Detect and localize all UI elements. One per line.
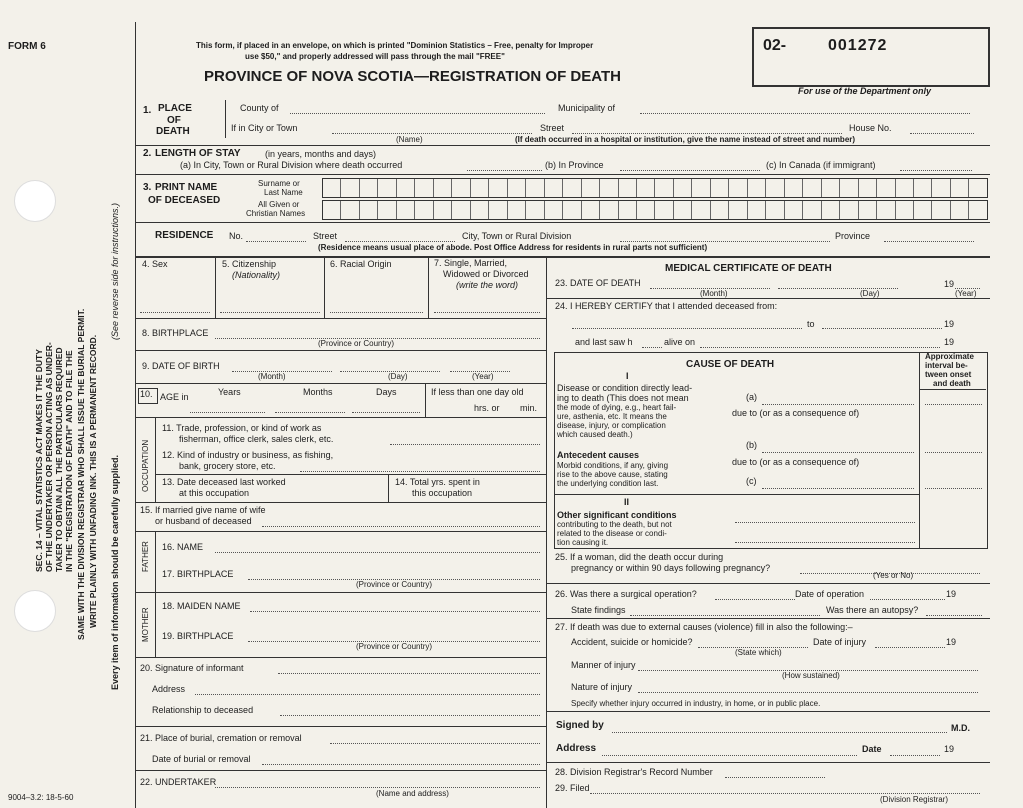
house-no-field[interactable] xyxy=(910,133,974,134)
q28-label: 28. Division Registrar's Record Number xyxy=(555,767,713,777)
interval-label-2: interval be- xyxy=(925,361,968,370)
residence-no-field[interactable] xyxy=(246,241,306,242)
residence-no-label: No. xyxy=(229,231,244,241)
interval-label-4: and death xyxy=(933,379,971,388)
row-rule-9 xyxy=(135,726,546,727)
father-birthplace-label: 17. BIRTHPLACE xyxy=(162,569,234,579)
spouse-field[interactable] xyxy=(262,526,540,527)
s2-subtitle: (in years, months and days) xyxy=(265,149,377,159)
burial-date-label: Date of burial or removal xyxy=(152,754,251,764)
page-title: PROVINCE OF NOVA SCOTIA—REGISTRATION OF DEATH xyxy=(204,68,621,85)
cause-part2-rule xyxy=(554,494,919,495)
registration-number-box xyxy=(752,27,990,87)
father-label: FATHER xyxy=(141,541,150,572)
department-use-note: For use of the Department only xyxy=(798,86,932,96)
s2-canada-stay: (c) In Canada (if immigrant) xyxy=(766,160,876,170)
punch-hole-top xyxy=(14,180,56,222)
how-sustained-caption: (How sustained) xyxy=(782,671,840,680)
s1-bottom-rule xyxy=(135,145,990,146)
signed-by-label: Signed by xyxy=(556,720,604,731)
other-conditions-field-2[interactable] xyxy=(735,542,915,543)
dod-day-caption: (Day) xyxy=(860,289,880,298)
attended-to-label: to xyxy=(807,319,815,329)
s3-number: 3. xyxy=(143,182,152,193)
s2-number: 2. xyxy=(143,148,152,159)
dob-month-caption: (Month) xyxy=(258,372,286,381)
house-no-label: House No. xyxy=(849,123,892,133)
s3-title-line2: OF DECEASED xyxy=(148,195,221,206)
row-rule-2 xyxy=(135,350,546,351)
side-instructions-line4: IN THE "REGISTRATION OF DEATH" AND TO FILE THE xyxy=(64,350,74,572)
due-to-label-a: due to (or as a consequence of) xyxy=(732,408,860,418)
hrs-label: hrs. or xyxy=(474,403,500,413)
occ13-line1: 13. Date deceased last worked xyxy=(162,477,286,487)
nature-field[interactable] xyxy=(638,692,978,693)
citizenship-field[interactable] xyxy=(220,312,320,313)
doctor-address-label: Address xyxy=(556,743,597,754)
citizenship-label: 5. Citizenship xyxy=(222,259,277,269)
street-label: Street xyxy=(540,123,565,133)
father-name-label: 16. NAME xyxy=(162,542,204,552)
residence-province-field[interactable] xyxy=(884,241,974,242)
mother-maiden-field[interactable] xyxy=(250,611,540,612)
informant-field[interactable] xyxy=(278,673,540,674)
alive-year-prefix: 19 xyxy=(944,337,955,347)
division-registrar-caption: (Division Registrar) xyxy=(880,795,949,804)
municipality-label: Municipality of xyxy=(558,103,616,113)
date-of-birth-label: 9. DATE OF BIRTH xyxy=(142,361,220,371)
surname-label-2: Last Name xyxy=(264,188,303,197)
row-rule-5 xyxy=(135,502,546,503)
dod-year-prefix: 19 xyxy=(944,279,955,289)
autopsy-label: Was there an autopsy? xyxy=(826,605,919,615)
operation-year-prefix: 19 xyxy=(946,589,957,599)
dod-year-caption: (Year) xyxy=(955,289,977,298)
burial-place-label: 21. Place of burial, cremation or removal xyxy=(140,733,302,743)
marital-status-field[interactable] xyxy=(434,312,540,313)
q25-line2: pregnancy or within 90 days following pregnancy? xyxy=(571,563,771,573)
q25-yes-no-caption: (Yes or No) xyxy=(873,571,914,580)
relationship-field[interactable] xyxy=(280,715,540,716)
residence-street-field[interactable] xyxy=(345,241,455,242)
residence-city-field[interactable] xyxy=(620,241,830,242)
signature-field[interactable] xyxy=(612,732,947,733)
state-findings-field[interactable] xyxy=(630,615,820,616)
stay-province-field[interactable] xyxy=(620,170,760,171)
occ-inner-divider xyxy=(388,474,389,502)
operation-date-field[interactable] xyxy=(870,599,945,600)
injury-year-prefix: 19 xyxy=(946,637,957,647)
less-than-day-label: If less than one day old xyxy=(431,387,524,397)
occ12-line2: bank, grocery store, etc. xyxy=(179,461,276,471)
punch-hole-bottom xyxy=(14,590,56,632)
md-label: M.D. xyxy=(951,723,970,733)
side-instructions-line6: WRITE PLAINLY WITH UNFADING INK. THIS IS A PERMANENT RECORD. xyxy=(88,334,98,628)
occupation-label: OCCUPATION xyxy=(141,439,150,492)
county-label: County of xyxy=(240,103,279,113)
side-instructions-line8: (See reverse side for instructions.) xyxy=(110,202,120,340)
q25-line1: 25. If a woman, did the death occur during xyxy=(555,552,724,562)
state-which-caption: (State which) xyxy=(735,648,782,657)
roman-one: I xyxy=(626,371,629,381)
s2-city-stay: (a) In City, Town or Rural Division where death occurred xyxy=(180,160,403,170)
age-years-field[interactable] xyxy=(190,412,265,413)
disease-line3: the mode of dying, e.g., heart fail- xyxy=(557,403,677,412)
autopsy-field[interactable] xyxy=(926,615,982,616)
given-names-label-1: All Given or xyxy=(258,200,300,209)
city-town-field[interactable] xyxy=(332,133,532,134)
form-left-border xyxy=(135,22,136,808)
parent-divider xyxy=(155,531,156,657)
other-conditions-field-1[interactable] xyxy=(735,522,915,523)
medical-title: MEDICAL CERTIFICATE OF DEATH xyxy=(665,263,832,274)
residence-province-label: Province xyxy=(835,231,871,241)
occ11-line1: 11. Trade, profession, or kind of work as xyxy=(162,423,322,433)
left-divider-b xyxy=(324,256,325,318)
min-label: min. xyxy=(520,403,538,413)
injury-date-label: Date of injury xyxy=(813,637,867,647)
sex-label: 4. Sex xyxy=(142,259,168,269)
spouse-label-2: or husband of deceased xyxy=(155,516,252,526)
side-instructions-line7: Every item of information should be carefully supplied. xyxy=(110,454,120,690)
antecedent-line2: Morbid conditions, if any, giving xyxy=(557,461,669,470)
antecedent-line3: rise to the above cause, stating xyxy=(557,470,668,479)
row-rule-4 xyxy=(135,417,546,418)
s3-title-line1: PRINT NAME xyxy=(155,182,218,193)
age-label: AGE in xyxy=(160,392,189,402)
birthplace-label: 8. BIRTHPLACE xyxy=(142,328,209,338)
last-saw-field[interactable] xyxy=(642,347,662,348)
cause-a-field[interactable] xyxy=(762,404,914,405)
occupation-divider xyxy=(155,417,156,502)
surname-grid[interactable] xyxy=(322,178,988,198)
row-rule-6 xyxy=(135,531,546,532)
cause-a-label: (a) xyxy=(746,392,757,402)
other-conditions-line2: contributing to the death, but not xyxy=(557,520,672,529)
disease-line4: ure, asthenia, etc. It means the xyxy=(557,412,667,421)
envelope-note-line2: use $50," and properly addressed will pass through the mail "FREE" xyxy=(245,52,505,61)
name-caption: (Name) xyxy=(396,135,423,144)
dob-day-caption: (Day) xyxy=(388,372,408,381)
age-months-label: Months xyxy=(303,387,333,397)
birthplace-caption: (Province or Country) xyxy=(318,339,395,348)
stay-canada-field[interactable] xyxy=(900,170,972,171)
signature-date-field[interactable] xyxy=(890,755,940,756)
med-rule-3 xyxy=(546,618,990,619)
other-conditions-line3: related to the disease or condi- xyxy=(557,529,667,538)
med-rule-2 xyxy=(546,583,990,584)
med-rule-4 xyxy=(546,711,990,712)
injury-date-field[interactable] xyxy=(875,647,945,648)
s1-title-place: PLACE xyxy=(158,103,192,114)
accident-label: Accident, suicide or homicide? xyxy=(571,637,693,647)
q27-label: 27. If death was due to external causes (violence) fill in also the following:– xyxy=(555,622,853,632)
registration-prefix: 02- xyxy=(763,37,787,54)
antecedent-line1: Antecedent causes xyxy=(557,450,640,460)
last-saw-label: and last saw h xyxy=(575,337,633,347)
residence-city-label: City, Town or Rural Division xyxy=(462,231,572,241)
interval-c-field[interactable] xyxy=(925,488,982,489)
disease-line5: disease, injury, or complication xyxy=(557,421,666,430)
operation-date-label: Date of operation xyxy=(795,589,865,599)
occ11-line2: fisherman, office clerk, sales clerk, etc. xyxy=(179,434,334,444)
occ-rule xyxy=(155,474,546,475)
footer-code: 9004–3.2: 18-5-60 xyxy=(8,793,74,802)
other-conditions-line4: tion causing it. xyxy=(557,538,609,547)
side-instructions-line3: TAKER TO OBTAIN ALL THE PARTICULARS REQUIRED xyxy=(54,347,64,572)
side-instructions-line2: OF THE UNDERTAKER OR PERSON ACTING AS UNDER- xyxy=(44,342,54,572)
informant-label: 20. Signature of informant xyxy=(140,663,244,673)
left-divider-a xyxy=(215,256,216,318)
row-rule-3 xyxy=(135,383,546,384)
s2-bottom-rule xyxy=(135,174,990,175)
marital-label-3: (write the word) xyxy=(456,280,519,290)
occ13-line2: at this occupation xyxy=(179,488,250,498)
racial-origin-field[interactable] xyxy=(330,312,423,313)
dod-month-caption: (Month) xyxy=(700,289,728,298)
given-names-label-2: Christian Names xyxy=(246,209,306,218)
signature-date-label: Date xyxy=(862,744,882,754)
s1-divider xyxy=(225,100,226,138)
age-divider xyxy=(425,383,426,417)
informant-address-label: Address xyxy=(152,684,186,694)
cause-c-label: (c) xyxy=(746,476,757,486)
interval-b-field[interactable] xyxy=(925,452,982,453)
specify-note: Specify whether injury occurred in industry, in home, or in public place. xyxy=(571,699,821,708)
burial-date-field[interactable] xyxy=(262,764,540,765)
s3-bottom-rule xyxy=(135,222,990,223)
registration-number: 001272 xyxy=(828,37,888,54)
attended-from-field[interactable] xyxy=(572,328,802,329)
med-rule-1 xyxy=(546,298,990,299)
due-to-label-b: due to (or as a consequence of) xyxy=(732,457,860,467)
s2-title: LENGTH OF STAY xyxy=(155,148,241,159)
burial-place-field[interactable] xyxy=(330,743,540,744)
date-of-death-label: 23. DATE OF DEATH xyxy=(555,278,641,288)
citizenship-label-sub: (Nationality) xyxy=(232,270,281,280)
row-rule-10 xyxy=(135,770,546,771)
disease-line6: which caused death.) xyxy=(557,430,633,439)
stay-city-field[interactable] xyxy=(467,170,542,171)
cause-title: CAUSE OF DEATH xyxy=(686,359,775,370)
undertaker-field[interactable] xyxy=(215,787,540,788)
age-number: 10. xyxy=(140,389,153,399)
spouse-label-1: 15. If married give name of wife xyxy=(140,505,266,515)
attended-to-field[interactable] xyxy=(822,328,942,329)
antecedent-line4: the underlying condition last. xyxy=(557,479,659,488)
undertaker-caption: (Name and address) xyxy=(376,789,449,798)
other-conditions-line1: Other significant conditions xyxy=(557,510,677,520)
nature-label: Nature of injury xyxy=(571,682,633,692)
side-instructions-line1: SEC. 14 – VITAL STATISTICS ACT MAKES IT THE DUTY xyxy=(34,349,44,572)
sex-field[interactable] xyxy=(140,312,210,313)
father-name-field[interactable] xyxy=(215,552,540,553)
side-instructions-line5: SAME WITH THE DIVISION REGISTRAR WHO SHALL ISSUE THE BURIAL PERMIT. xyxy=(76,308,86,640)
interval-header-rule xyxy=(919,389,986,390)
occ12-line1: 12. Kind of industry or business, as fishing, xyxy=(162,450,334,460)
alive-on-label: alive on xyxy=(664,337,696,347)
residence-title: RESIDENCE xyxy=(155,230,214,241)
roman-two: II xyxy=(624,497,630,507)
dod-day-field[interactable] xyxy=(778,288,898,289)
row-rule-1 xyxy=(135,318,546,319)
interval-a-field[interactable] xyxy=(925,404,982,405)
interval-label-3: tween onset xyxy=(925,370,972,379)
filed-field[interactable] xyxy=(590,793,980,794)
mother-maiden-label: 18. MAIDEN NAME xyxy=(162,601,241,611)
surgical-operation-field[interactable] xyxy=(715,599,795,600)
record-number-field[interactable] xyxy=(725,777,825,778)
hospital-note: (If death occurred in a hospital or institution, give the name instead of street and number) xyxy=(515,135,856,144)
certify-label: 24. I HEREBY CERTIFY that I attended deceased from: xyxy=(555,301,778,311)
father-birthplace-caption: (Province or Country) xyxy=(356,580,433,589)
given-names-grid[interactable] xyxy=(322,200,988,220)
occ14-line1: 14. Total yrs. spent in xyxy=(395,477,480,487)
residence-street-label: Street xyxy=(313,231,338,241)
manner-label: Manner of injury xyxy=(571,660,636,670)
occupation-trade-field[interactable] xyxy=(390,444,540,445)
attended-year-prefix: 19 xyxy=(944,319,955,329)
mother-label: MOTHER xyxy=(141,607,150,642)
form-label: FORM 6 xyxy=(8,41,46,52)
relationship-label: Relationship to deceased xyxy=(152,705,254,715)
marital-label-2: Widowed or Divorced xyxy=(443,269,529,279)
state-findings-label: State findings xyxy=(571,605,626,615)
age-years-label: Years xyxy=(218,387,241,397)
municipality-field[interactable] xyxy=(640,113,970,114)
s2-province-stay: (b) In Province xyxy=(545,160,604,170)
cause-b-label: (b) xyxy=(746,440,757,450)
left-divider-c xyxy=(428,256,429,318)
industry-field[interactable] xyxy=(300,471,540,472)
undertaker-label: 22. UNDERTAKER xyxy=(140,777,217,787)
residence-note: (Residence means usual place of abode. Post Office Address for residents in rural parts not sufficient) xyxy=(318,243,708,252)
cause-c-field[interactable] xyxy=(762,488,914,489)
county-field[interactable] xyxy=(290,113,545,114)
age-months-field[interactable] xyxy=(275,412,345,413)
dob-year-caption: (Year) xyxy=(472,372,494,381)
interval-divider xyxy=(919,352,920,548)
occ14-line2: this occupation xyxy=(412,488,473,498)
surname-label-1: Surname or xyxy=(258,179,300,188)
marital-label-1: 7. Single, Married, xyxy=(434,258,508,268)
mother-birthplace-caption: (Province or Country) xyxy=(356,642,433,651)
q26-label: 26. Was there a surgical operation? xyxy=(555,589,697,599)
med-rule-5 xyxy=(546,762,990,763)
main-column-divider xyxy=(546,256,547,808)
s1-number: 1. xyxy=(143,105,152,116)
cause-b-field[interactable] xyxy=(762,452,914,453)
informant-address-field[interactable] xyxy=(195,694,540,695)
s1-title-death: DEATH xyxy=(156,126,190,137)
street-field[interactable] xyxy=(572,133,842,134)
mother-birthplace-label: 19. BIRTHPLACE xyxy=(162,631,234,641)
disease-line1: Disease or condition directly lead- xyxy=(557,383,693,393)
residence-bottom-rule xyxy=(135,256,990,258)
city-town-label: If in City or Town xyxy=(231,123,298,133)
age-days-label: Days xyxy=(376,387,397,397)
row-rule-7 xyxy=(135,592,546,593)
disease-line2: ing to death (This does not mean xyxy=(557,393,689,403)
alive-on-field[interactable] xyxy=(700,347,940,348)
racial-origin-label: 6. Racial Origin xyxy=(330,259,392,269)
age-days-field[interactable] xyxy=(352,412,420,413)
signature-year-prefix: 19 xyxy=(944,744,955,754)
interval-label-1: Approximate xyxy=(925,352,974,361)
q29-label: 29. Filed xyxy=(555,783,590,793)
doctor-address-field[interactable] xyxy=(602,755,857,756)
s1-title-of: OF xyxy=(167,115,181,126)
row-rule-8 xyxy=(135,657,546,658)
envelope-note-line1: This form, if placed in an envelope, on which is printed "Dominion Statistics – Free, penalty for Improper xyxy=(196,41,594,50)
